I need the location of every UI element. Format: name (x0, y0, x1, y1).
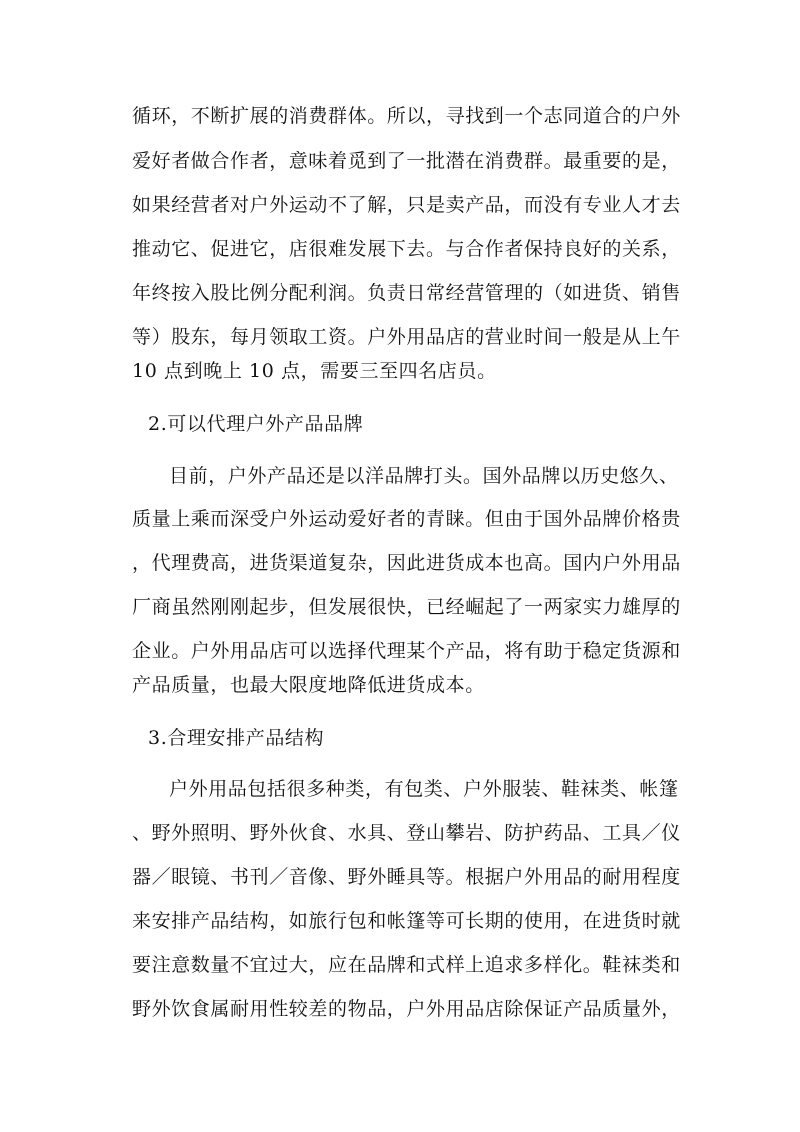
paragraph-line: 如果经营者对户外运动不了解，只是卖产品，而没有专业人才去 (132, 194, 681, 216)
paragraph-line: 目前，户外产品还是以洋品牌打头。国外品牌以历史悠久、 (169, 465, 679, 487)
section-heading-3: 3.合理安排产品结构 (148, 727, 325, 749)
paragraph-line: 来安排产品结构，如旅行包和帐篷等可长期的使用，在进货时就 (132, 910, 681, 932)
section-heading-2: 2.可以代理户外产品品牌 (148, 413, 364, 435)
paragraph-line: 质量上乘而深受户外运动爱好者的青睐。但由于国外品牌价格贵 (132, 508, 681, 530)
paragraph-line: 、野外照明、野外伙食、水具、登山攀岩、防护药品、工具／仪 (132, 822, 681, 844)
paragraph-line: 年终按入股比例分配利润。负责日常经营管理的（如进货、销售 (132, 282, 681, 304)
paragraph-line: 产品质量，也最大限度地降低进货成本。 (132, 674, 485, 696)
paragraph-line: 户外用品包括很多种类，有包类、户外服装、鞋袜类、帐篷 (169, 778, 679, 800)
paragraph-line: 推动它、促进它，店很难发展下去。与合作者保持良好的关系， (132, 238, 681, 260)
paragraph-line: 野外饮食属耐用性较差的物品，户外用品店除保证产品质量外， (132, 998, 681, 1020)
paragraph-line: 器／眼镜、书刊／音像、野外睡具等。根据户外用品的耐用程度 (132, 866, 681, 888)
paragraph-line: 等）股东，每月领取工资。户外用品店的营业时间一般是从上午 (132, 326, 681, 348)
paragraph-line: 企业。户外用品店可以选择代理某个产品，将有助于稳定货源和 (132, 640, 681, 662)
paragraph-line: 厂商虽然刚刚起步，但发展很快，已经崛起了一两家实力雄厚的 (132, 596, 681, 618)
paragraph-line: 循环，不断扩展的消费群体。所以，寻找到一个志同道合的户外 (132, 105, 681, 127)
paragraph-line: ，代理费高，进货渠道复杂，因此进货成本也高。国内户外用品 (132, 552, 681, 574)
paragraph-line: 10 点到晚上 10 点，需要三至四名店员。 (132, 360, 497, 382)
paragraph-line: 要注意数量不宜过大，应在品牌和式样上追求多样化。鞋袜类和 (132, 954, 681, 976)
paragraph-line: 爱好者做合作者，意味着觅到了一批潜在消费群。最重要的是， (132, 150, 681, 172)
